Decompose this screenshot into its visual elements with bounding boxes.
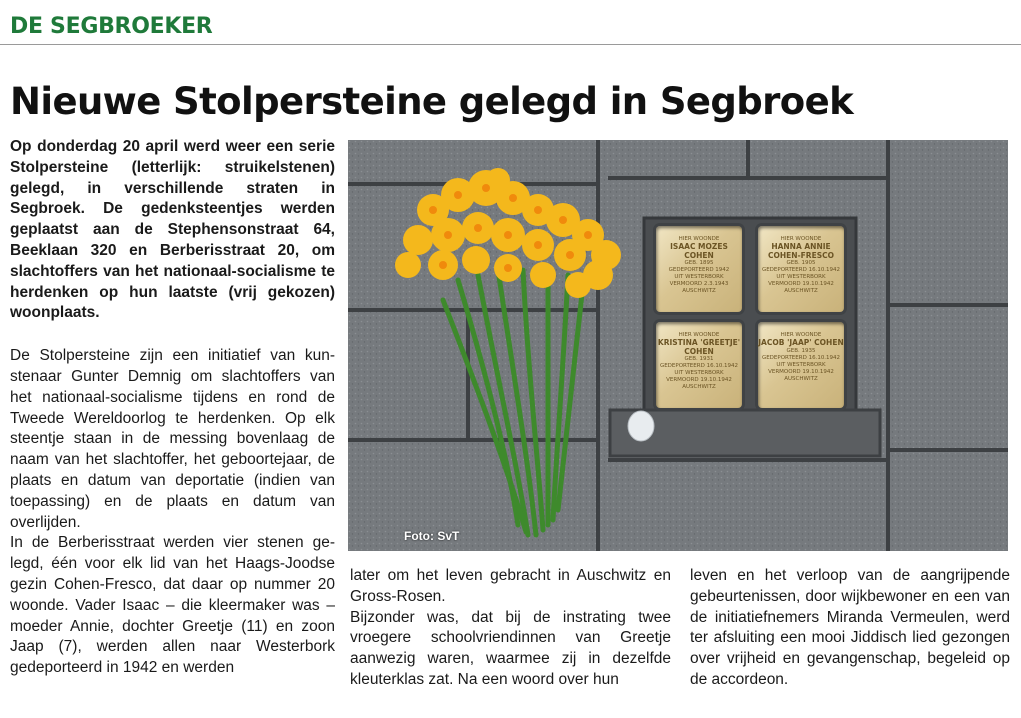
article-lead: Op donderdag 20 april werd weer een serie Stolpersteine (letterlijk: struikelstenen) gelegd, in verschillende straten in Segbroek. De gedenksteentjes werden geplaatst aan de Stephensonstraat 64, Beeklaan 320 en Berberisstraat 20, om slachtoffers van het nationaal-socialisme te herdenken op hun laatste (vrij gekozen) woonplaats. (10, 138, 335, 322)
stone-name: HANNA ANNIE COHEN-FRESCO (768, 242, 834, 260)
stone-text: VERMOORD 19.10.1942 (666, 377, 732, 383)
article-column-2 (350, 566, 671, 691)
header-rule (0, 44, 1021, 45)
stone-name: ISAAC MOZES COHEN (670, 242, 728, 260)
article-paragraph-3: later om het leven gebracht in Auschwitz en Gross-Rosen. (350, 567, 671, 605)
stone-name: KRISTINA 'GREETJE' COHEN (657, 338, 741, 356)
stolperstein-annie (758, 226, 844, 312)
stone-text: VERMOORD 19.10.1942 (768, 281, 834, 287)
stone-text: HIER WOONDE (678, 236, 720, 242)
stone-name: JACOB 'JAAP' COHEN (758, 338, 844, 347)
stone-text: GEB. 1935 (786, 347, 816, 354)
stone-text: AUSCHWITZ (784, 288, 818, 294)
article-photo (348, 140, 1008, 551)
stone-text: HIER WOONDE (780, 236, 822, 242)
stone-text: GEDEPORTEERD 16.10.1942 (659, 363, 739, 369)
article-paragraph-2: In de Berberisstraat werden vier stenen gelegd, één voor elk lid van het Haags-Joodse gezin Cohen-Fresco, dat daar op nummer 20 woonde. Vader Isaac – die kleermaker was – moeder Annie, dochter Greetje (11) en zoon Jaap (7), werden allen naar Westerbork gedeporteerd in 1942 en werden (10, 534, 335, 677)
stone-text: VERMOORD 19.10.1942 (768, 368, 834, 375)
article-paragraph-5: leven en het verloop van de aangrijpende gebeurtenissen, door wijkbewoner en een van de initiatiefnemers Miranda Vermeulen, werd ter afsluiting een mooi Jiddisch lied gezongen over vrijheid en gevangenschap, begeleid op de accordeon. (690, 567, 1010, 688)
article-column-1 (10, 137, 335, 679)
masthead-logo: DE SEGBROEKER (10, 14, 213, 39)
stolperstein-jaap (758, 322, 844, 408)
stone-text: AUSCHWITZ (682, 384, 716, 390)
stone-text: UIT WESTERBORK (674, 274, 724, 280)
article-headline: Nieuwe Stolpersteine gelegd in Segbroek (10, 80, 854, 123)
stone-text: VERMOORD 2.3.1943 (669, 281, 729, 287)
stone-text: GEB. 1931 (684, 356, 714, 362)
stone-text: AUSCHWITZ (682, 288, 716, 294)
stone-text: GEDEPORTEERD 1942 (668, 267, 730, 273)
stone-text: GEB. 1895 (684, 260, 714, 266)
stone-text: UIT WESTERBORK (776, 361, 826, 368)
stone-text: GEDEPORTEERD 16.10.1942 (761, 354, 841, 361)
stone-text: GEDEPORTEERD 16.10.1942 (761, 267, 841, 273)
stone-text: HIER WOONDE (678, 332, 720, 338)
stolperstein-greetje (656, 322, 742, 408)
stone-text: UIT WESTERBORK (776, 274, 826, 280)
stolperstein-isaac (656, 226, 742, 312)
article-paragraph-4: Bijzonder was, dat bij de instrating twee vroegere schoolvriendinnen van Greetje aanwezig waren, waarmee zij in dezelfde kleuterklas zat. Na een woord over hun (350, 608, 671, 688)
photo-credit: Foto: SvT (404, 529, 460, 543)
stone-text: UIT WESTERBORK (674, 370, 724, 376)
stone-text: GEB. 1905 (786, 260, 816, 266)
stone-text: AUSCHWITZ (784, 375, 818, 382)
stone-text: HIER WOONDE (780, 332, 822, 338)
article-paragraph-1: De Stolpersteine zijn een initiatief van kunstenaar Gunter Demnig om slachtoffers van het nationaal-socialisme tijdens en rond de Tweede Wereldoorlog te herdenken. Op elk steentje staan in de messing bovenlaag de naam van het slachtoffer, het geboortejaar, de plaats en datum van deportatie (indien van toepassing) en de plaats en datum van overlijden. (10, 347, 335, 531)
article-column-3 (690, 566, 1010, 691)
